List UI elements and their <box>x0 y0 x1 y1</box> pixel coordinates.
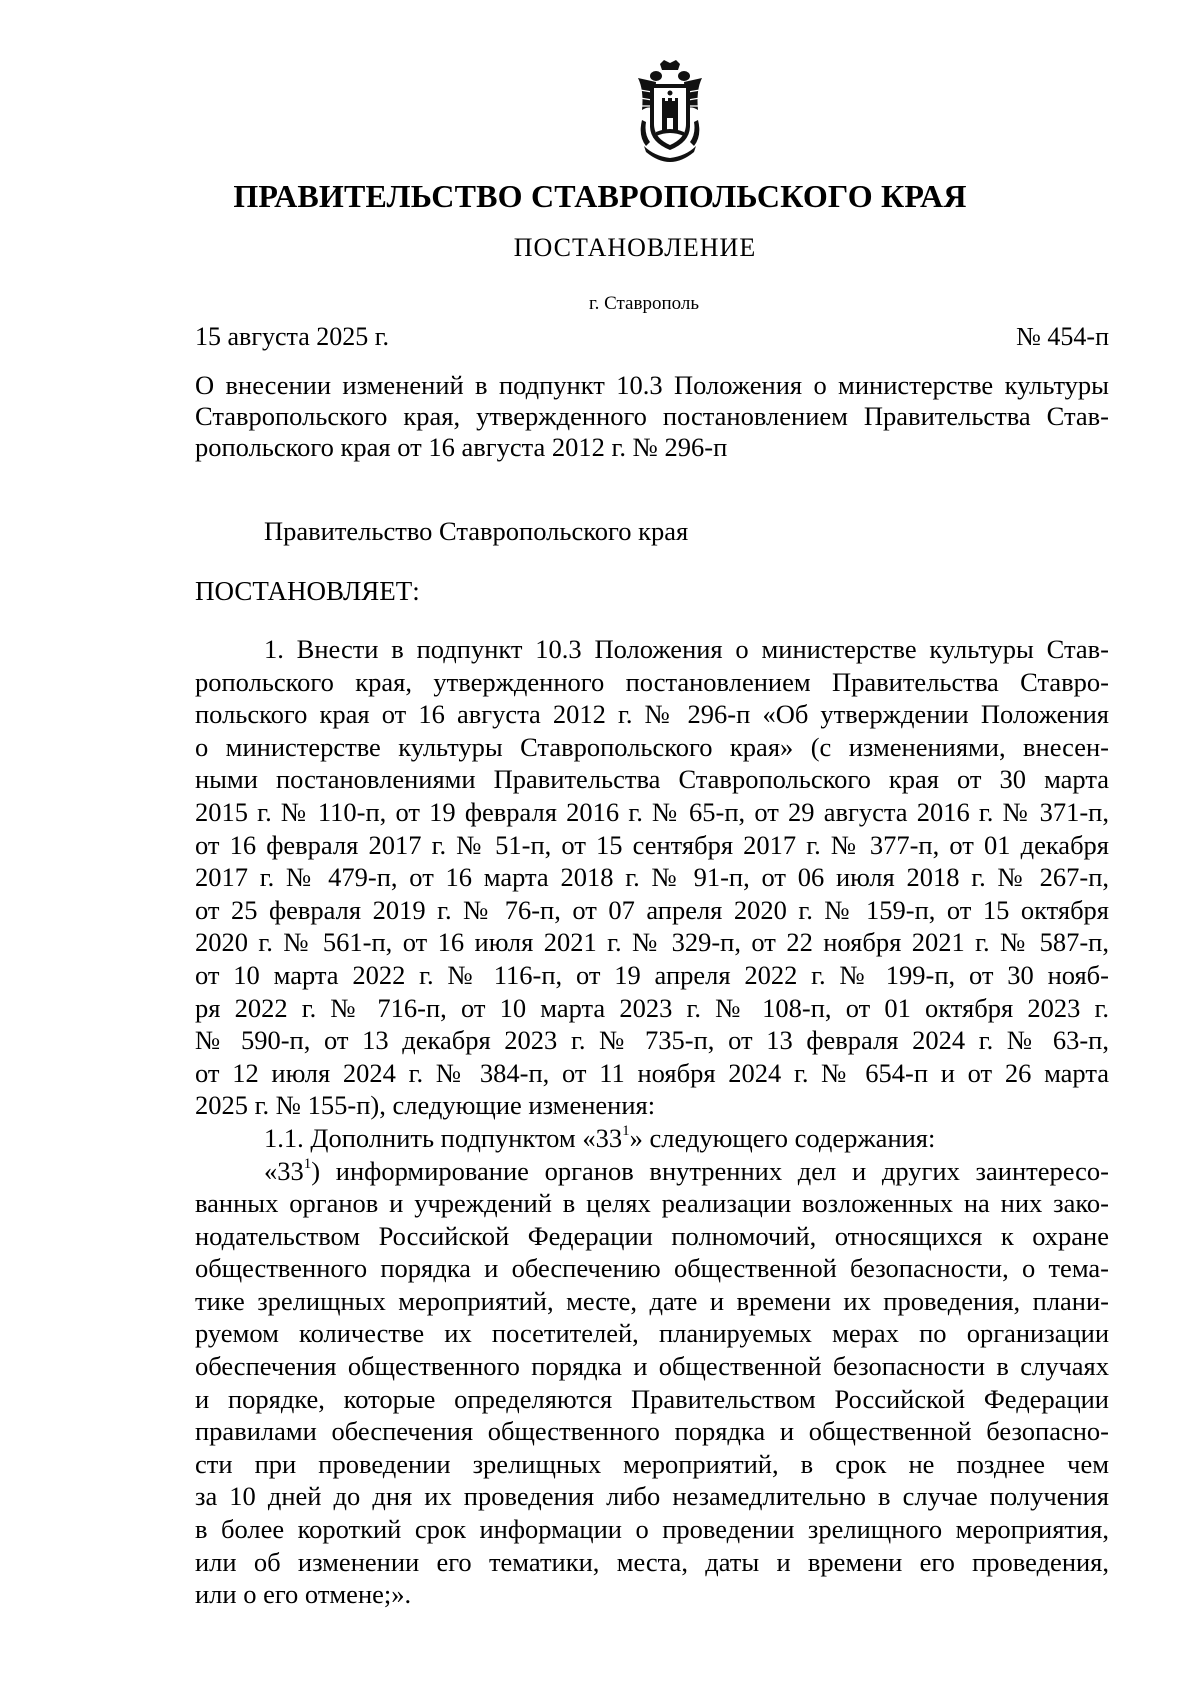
body-line: или о его отмене;». <box>195 1579 412 1610</box>
preamble-resolves: ПОСТАНОВЛЯЕТ: <box>195 576 420 606</box>
preamble-government: Правительство Ставропольского края <box>264 516 689 546</box>
body-line: или об изменении его тематики, места, даты и времени его проведения, <box>195 1546 1109 1577</box>
body-line: № 590-п, от 13 декабря 2023 г. № 735-п, от 13 февраля 2024 г. № 63-п, <box>195 1025 1109 1056</box>
body-line: от 10 марта 2022 г. № 116-п, от 19 апреля 2022 г. № 199-п, от 30 нояб- <box>195 959 1109 990</box>
quoted-text: ) информирование органов внутренних дел и других заинтересо- <box>311 1155 1109 1186</box>
body-line: 2020 г. № 561-п, от 16 июля 2021 г. № 329-п, от 22 ноября 2021 г. № 587-п, <box>195 927 1109 958</box>
body-line: от 16 февраля 2017 г. № 51-п, от 15 сентября 2017 г. № 377-п, от 01 декабря <box>195 829 1109 860</box>
subject-line: Ставропольского края, утвержденного постановлением Правительства Став- <box>195 401 1109 431</box>
body-line: за 10 дней до дня их проведения либо незамедлительно в случае получения <box>195 1481 1109 1512</box>
body-line: руемом количестве их посетителей, планируемых мерах по организации <box>195 1318 1109 1349</box>
body-line: ванных органов и учреждений в целях реализации возложенных на них зако- <box>195 1188 1109 1219</box>
document-type: ПОСТАНОВЛЕНИЕ <box>513 233 757 262</box>
coat-of-arms-icon <box>634 60 706 162</box>
quoted-text: «33 <box>264 1155 304 1186</box>
body-line: нодательством Российской Федерации полномочий, относящихся к охране <box>195 1220 1109 1251</box>
subject-line: ропольского края от 16 августа 2012 г. № 296-п <box>195 432 728 462</box>
body-line: о министерстве культуры Ставропольского края» (с изменениями, внесен- <box>195 731 1109 762</box>
subitem-1-1 <box>195 1122 1109 1155</box>
body-line: ными постановлениями Правительства Ставропольского края от 30 марта <box>195 764 1109 795</box>
body-line: сти при проведении зрелищных мероприятий, в срок не позднее чем <box>195 1448 1109 1479</box>
issue-date: 15 августа 2025 г. <box>195 322 389 351</box>
document-body <box>195 633 1109 1611</box>
body-line: 1. Внести в подпункт 10.3 Положения о министерстве культуры Став- <box>264 634 1109 664</box>
subject-line: О внесении изменений в подпункт 10.3 Положения о министерстве культуры <box>195 370 1109 400</box>
document-subject <box>195 370 1109 463</box>
document-number: № 454-п <box>1016 322 1109 351</box>
body-line: в более короткий срок информации о проведении зрелищного мероприятия, <box>195 1514 1109 1545</box>
body-line: ря 2022 г. № 716-п, от 10 марта 2023 г. № 108-п, от 01 октября 2023 г. <box>195 992 1109 1023</box>
body-line: правилами обеспечения общественного порядка и общественной безопасно- <box>195 1416 1109 1447</box>
body-line: общественного порядка и обеспечению общественной безопасности, о тема- <box>195 1253 1109 1284</box>
body-line: 2017 г. № 479-п, от 16 марта 2018 г. № 91-п, от 06 июля 2018 г. № 267-п, <box>195 862 1109 893</box>
body-line: от 25 февраля 2019 г. № 76-п, от 07 апреля 2020 г. № 159-п, от 15 октября <box>195 894 1109 925</box>
superscript: 1 <box>622 1123 630 1140</box>
body-line: польского края от 16 августа 2012 г. № 296-п «Об утверждении Положения <box>195 699 1109 730</box>
quoted-line-first <box>195 1155 1109 1188</box>
body-line: и порядке, которые определяются Правительством Российской Федерации <box>195 1383 1109 1414</box>
body-line: от 12 июля 2024 г. № 384-п, от 11 ноября 2024 г. № 654-п и от 26 марта <box>195 1057 1109 1088</box>
subitem-text: 1.1. Дополнить подпунктом «33 <box>264 1122 623 1153</box>
body-line: 2015 г. № 110-п, от 19 февраля 2016 г. № 65-п, от 29 августа 2016 г. № 371-п, <box>195 796 1109 827</box>
body-line: тике зрелищных мероприятий, месте, дате и времени их проведения, плани- <box>195 1285 1109 1316</box>
body-line: ропольского края, утвержденного постановлением Правительства Ставро- <box>195 666 1109 697</box>
superscript: 1 <box>303 1155 312 1172</box>
government-title: ПРАВИТЕЛЬСТВО СТАВРОПОЛЬСКОГО КРАЯ <box>233 178 967 214</box>
body-line: обеспечения общественного порядка и общественной безопасности в случаях <box>195 1351 1109 1382</box>
subitem-text: » следующего содержания: <box>629 1122 936 1153</box>
body-line: 2025 г. № 155-п), следующие изменения: <box>195 1090 656 1121</box>
issue-city: г. Ставрополь <box>588 293 700 314</box>
